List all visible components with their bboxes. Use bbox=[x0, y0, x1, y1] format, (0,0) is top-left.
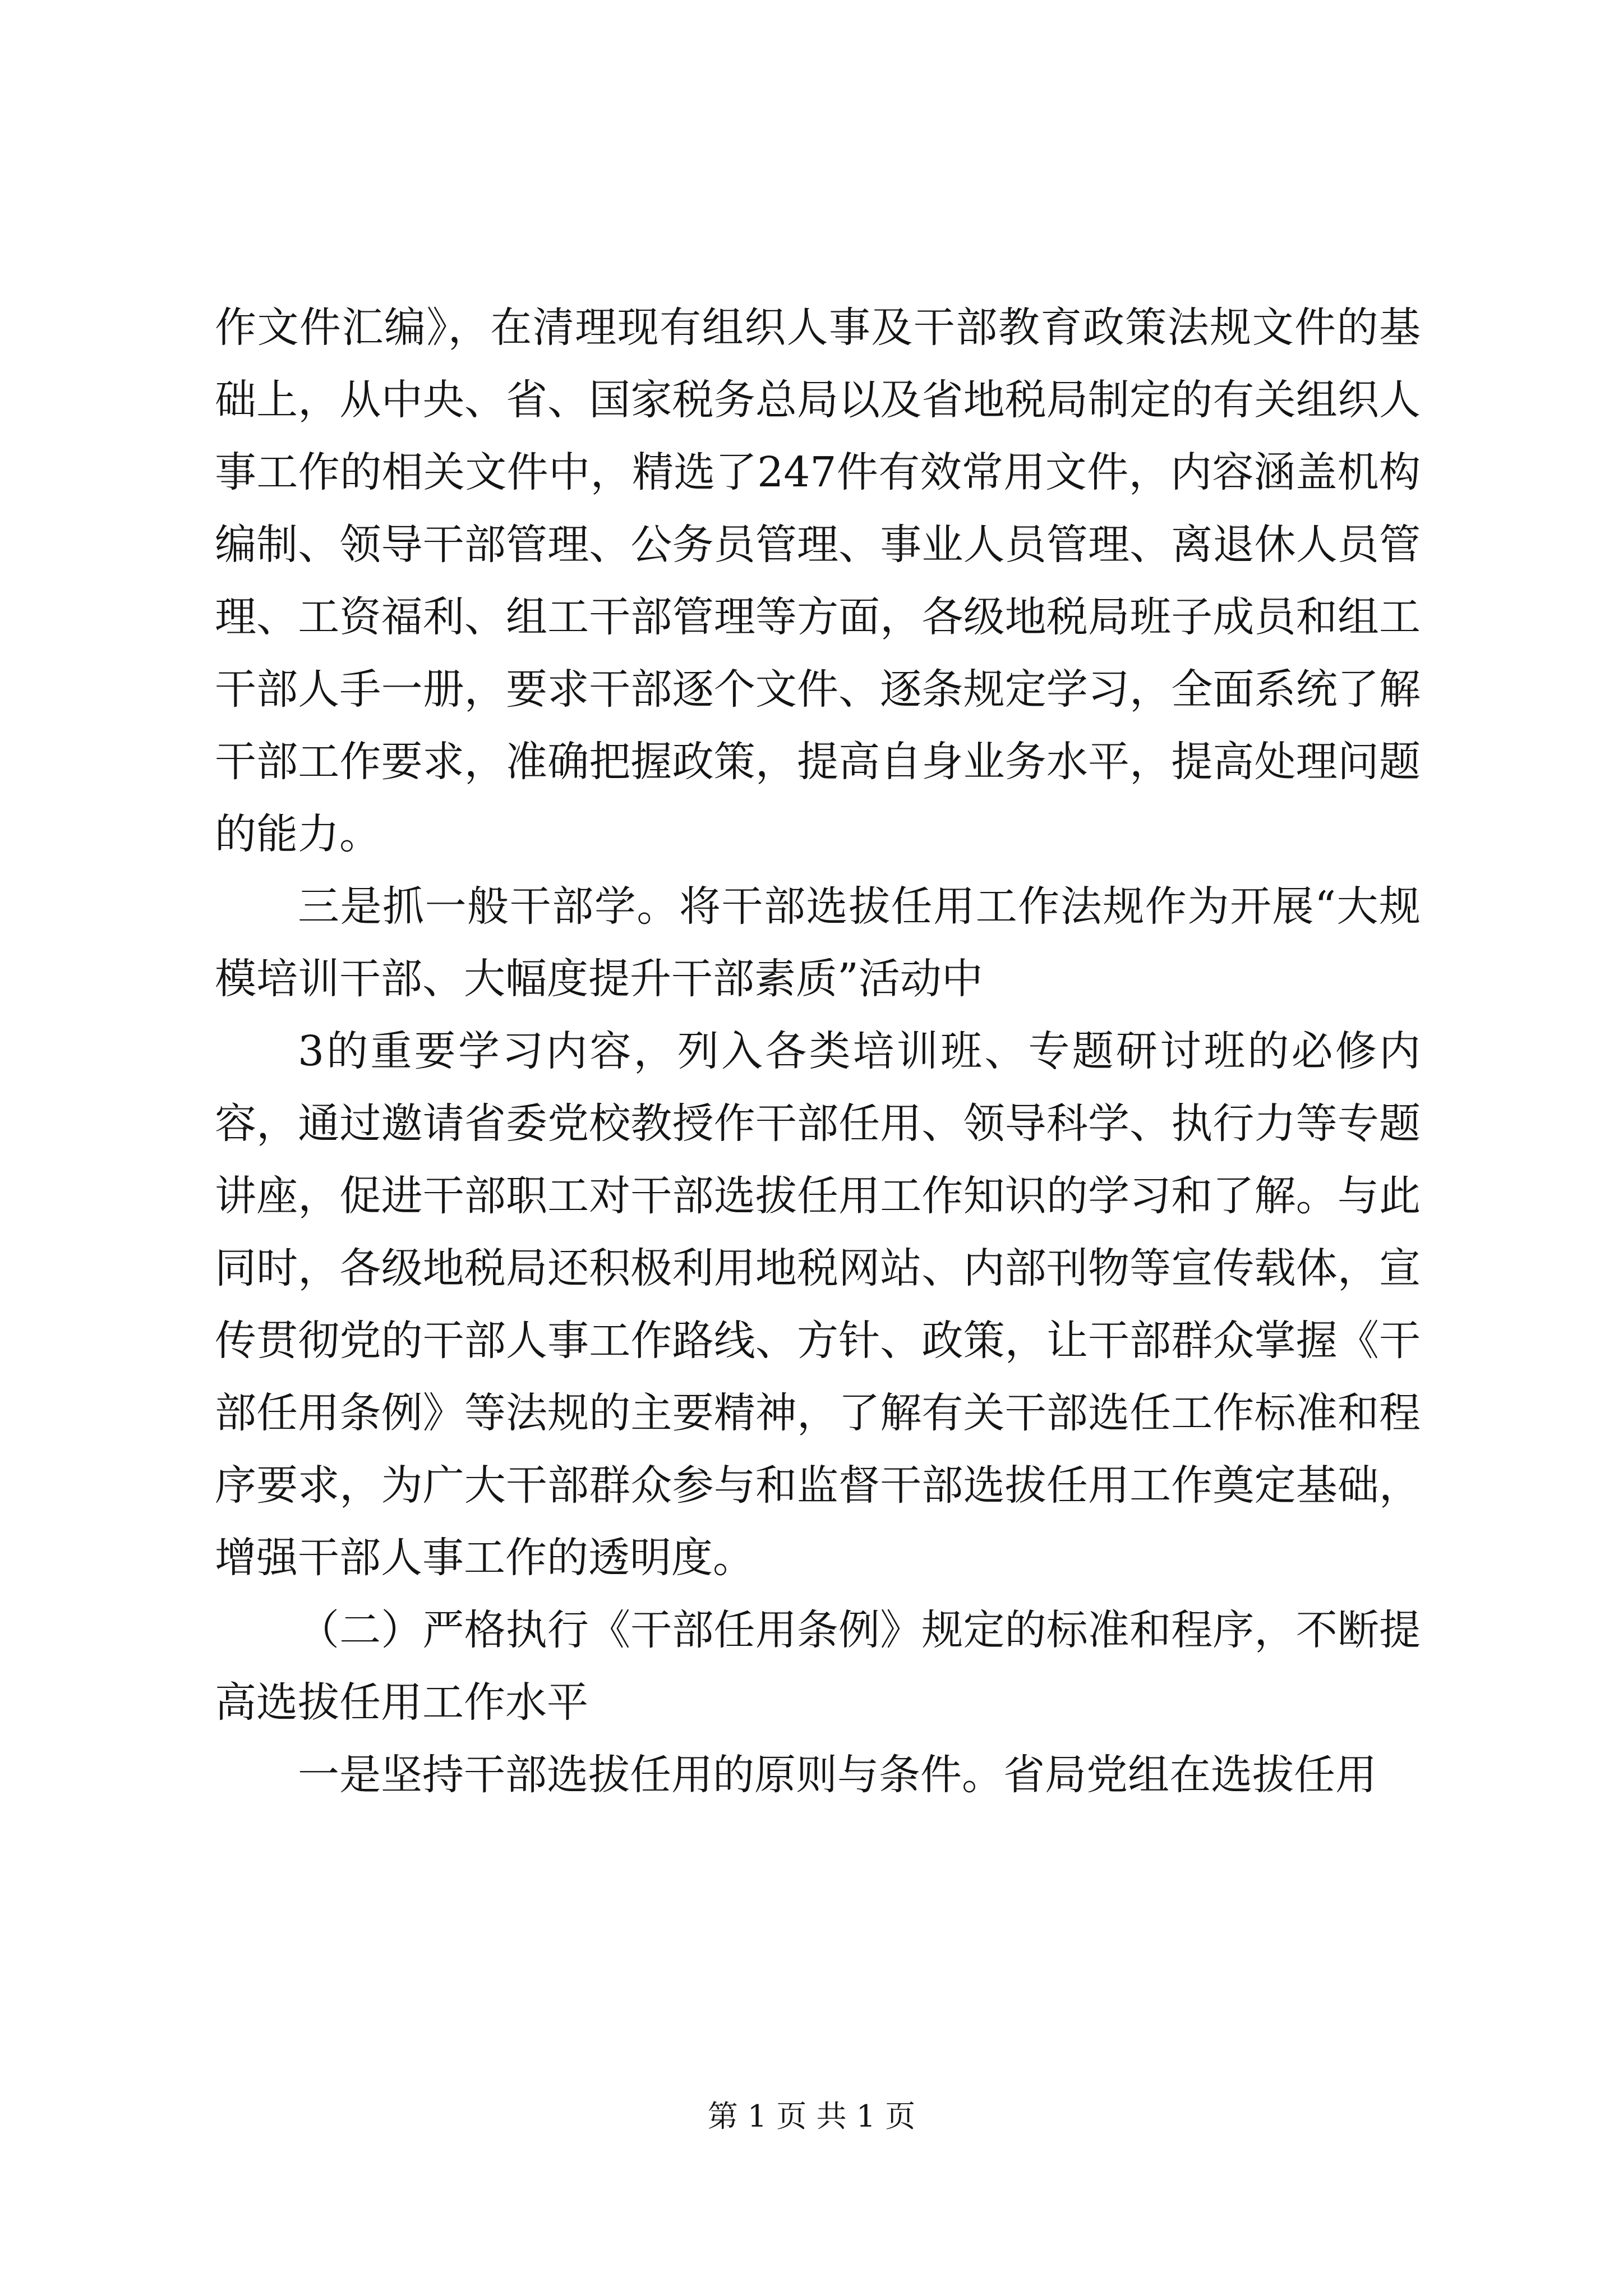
document-body bbox=[215, 292, 1421, 1811]
paragraph-4-section-heading: （二）严格执行《干部任用条例》规定的标准和程序，不断提高选拔任用工作水平 bbox=[215, 1606, 1421, 1727]
paragraph-3: 3的重要学习内容，列入各类培训班、专题研讨班的必修内容，通过邀请省委党校教授作干部任用、领导科学、执行力等专题讲座，促进干部职工对干部选拔任用工作知识的学习和了解。与此同时，各级地税局还积极利用地税网站、内部刊物等宣传载体，宣传贯彻党的干部人事工作路线、方针、政策，让干部群众掌握《干部任用条例》等法规的主要精神，了解有关干部选任工作标准和程序要求，为广大干部群众参与和监督干部选拔任用工作奠定基础，增强干部人事工作的透明度。 bbox=[215, 1027, 1421, 1582]
paragraph-1: 作文件汇编》，在清理现有组织人事及干部教育政策法规文件的基础上，从中央、省、国家税务总局以及省地税局制定的有关组织人事工作的相关文件中，精选了247件有效常用文件，内容涵盖机构编制、领导干部管理、公务员管理、事业人员管理、离退休人员管理、工资福利、组工干部管理等方面，各级地税局班子成员和组工干部人手一册，要求干部逐个文件、逐条规定学习，全面系统了解干部工作要求，准确把握政策，提高自身业务水平，提高处理问题的能力。 bbox=[215, 303, 1421, 858]
page-footer: 第 1 页 共 1 页 bbox=[707, 2099, 916, 2134]
paragraph-2: 三是抓一般干部学。将干部选拔任用工作法规作为开展“大规模培训干部、大幅度提升干部素质”活动中 bbox=[215, 882, 1421, 1003]
paragraph-5: 一是坚持干部选拔任用的原则与条件。省局党组在选拔任用 bbox=[298, 1751, 1377, 1799]
